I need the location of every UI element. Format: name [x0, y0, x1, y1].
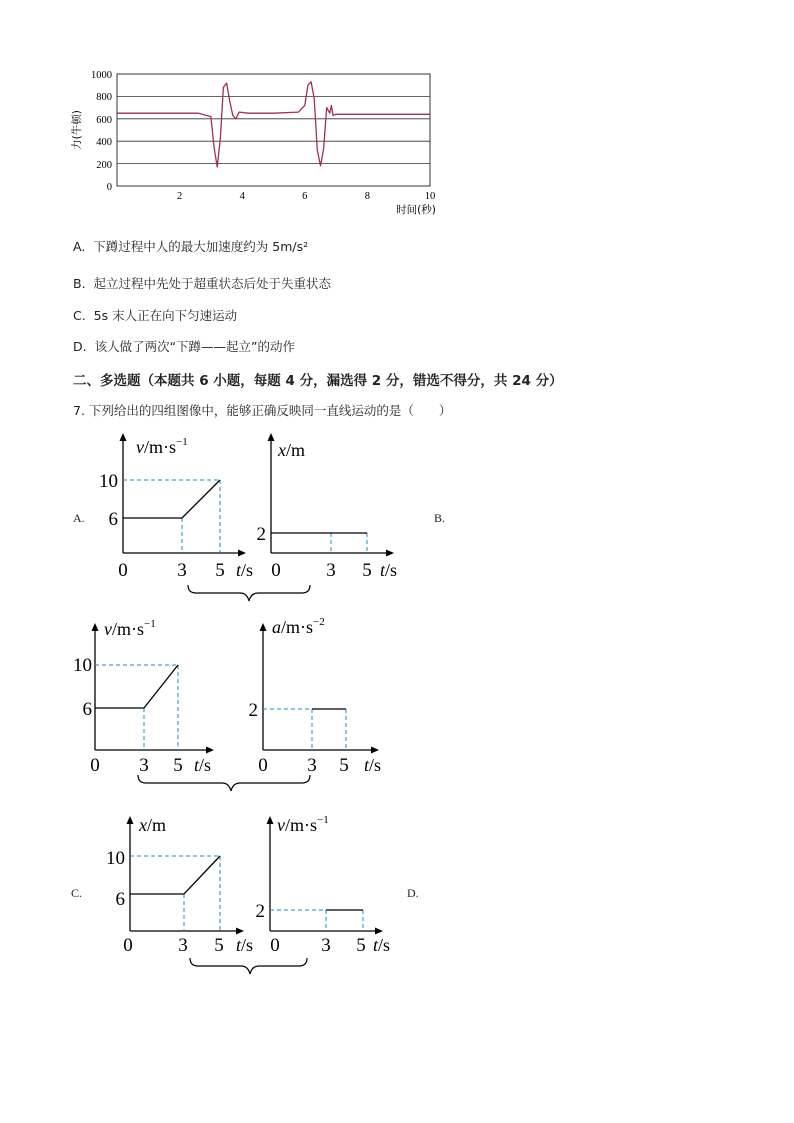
option-text: 该人做了两次“下蹲——起立”的动作 [94, 339, 296, 354]
option-c [73, 308, 237, 324]
tick-label: 6 [108, 509, 118, 530]
x-tick-label: 10 [424, 191, 436, 202]
tick-label: 5 [214, 935, 224, 956]
force-series-line [117, 82, 430, 167]
y-tick-label: 200 [96, 160, 112, 171]
tick-label: 0 [258, 755, 268, 776]
axis-label-x: x/m [139, 815, 167, 835]
option-label: D. [73, 339, 87, 354]
axis-label-t: t/s [364, 755, 382, 775]
tick-label: 6 [115, 889, 125, 910]
tick-label: 3 [177, 560, 187, 581]
y-tick-label: 0 [106, 182, 112, 193]
tick-label: 2 [248, 700, 258, 721]
tick-label: 3 [307, 755, 317, 776]
vt-graph [99, 433, 253, 581]
axis-label-t: t/s [194, 755, 212, 775]
at-graph [249, 616, 382, 776]
axis-label-v: $v/m\cdot s^{-1}$ [277, 814, 329, 835]
axis-label-v: $v/m\cdot s^{-1}$ [104, 618, 156, 639]
tick-label: 3 [321, 935, 331, 956]
graph-line [123, 480, 220, 518]
tick-label: 0 [270, 935, 280, 956]
axis-label-v: $v/m\cdot s^{-1}$ [136, 436, 188, 457]
axis-label-a: $a/m\cdot s^{-2}$ [272, 616, 325, 637]
axis-label-t: t/s [236, 935, 254, 955]
x-axis-title: 时间(秒) [396, 204, 436, 216]
tick-label: 3 [326, 560, 336, 581]
axis-label-t: t/s [380, 560, 398, 580]
graph-pair-b [62, 613, 402, 798]
x-tick-label: 2 [176, 191, 183, 202]
graph-pair-c [93, 806, 413, 986]
vt-graph [256, 814, 391, 956]
axis-label-t: t/s [373, 935, 391, 955]
option-b [73, 276, 331, 292]
option-text: 5s 末人正在向下匀速运动 [93, 308, 238, 323]
tick-label: 0 [271, 560, 281, 581]
brace [188, 585, 310, 601]
x-tick-labels [177, 191, 435, 202]
y-tick-label: 400 [96, 137, 112, 148]
option-text: 起立过程中先处于超重状态后处于失重状态 [93, 276, 332, 291]
tick-label: 5 [215, 560, 225, 581]
option-label: B. [73, 276, 86, 291]
y-axis-title: 力(牛顿) [71, 110, 83, 150]
option-label: C. [73, 308, 86, 323]
option-letter-a: A. [73, 511, 85, 525]
y-tick-label: 600 [96, 115, 112, 126]
y-tick-label: 1000 [91, 70, 112, 81]
graph-pair-a [90, 425, 410, 605]
tick-label: 5 [356, 935, 366, 956]
tick-label: 5 [339, 755, 349, 776]
y-tick-label: 800 [96, 92, 112, 103]
tick-label: 2 [255, 901, 265, 922]
tick-label: 0 [90, 755, 100, 776]
option-letter-c: C. [71, 886, 83, 900]
option-label: A. [73, 239, 86, 254]
y-tick-labels [91, 70, 112, 193]
chart-grid [117, 74, 430, 186]
tick-label: 5 [362, 560, 372, 581]
axis-label-x: x/m [278, 440, 306, 460]
tick-label: 3 [139, 755, 149, 776]
tick-label: 0 [123, 935, 133, 956]
xt-graph [106, 815, 253, 956]
option-letter-d: D. [407, 886, 419, 900]
tick-label: 0 [118, 560, 128, 581]
graph-line [95, 665, 178, 708]
tick-label: 6 [82, 699, 92, 720]
option-a [73, 239, 308, 255]
x-tick-label: 6 [302, 191, 308, 202]
section-title: 二、多选题（本题共 6 小题，每题 4 分，漏选得 2 分，错选不得分，共 24 分） [73, 373, 563, 389]
tick-label: 10 [106, 848, 125, 869]
option-text: 下蹲过程中人的最大加速度约为 5m/s² [93, 239, 309, 254]
tick-label: 2 [256, 524, 266, 545]
option-d [73, 339, 295, 355]
tick-label: 10 [99, 471, 118, 492]
x-tick-label: 8 [364, 191, 371, 202]
graph-line [130, 856, 220, 894]
vt-graph [73, 618, 214, 776]
force-time-chart [60, 62, 460, 222]
brace [190, 958, 307, 974]
tick-label: 3 [178, 935, 188, 956]
tick-label: 10 [73, 655, 92, 676]
option-letter-b: B. [434, 511, 446, 525]
xt-graph [257, 433, 398, 581]
tick-label: 5 [173, 755, 183, 776]
question-7: 7. 下列给出的四组图像中，能够正确反映同一直线运动的是（ ） [73, 403, 452, 418]
x-tick-label: 4 [239, 191, 245, 202]
brace [138, 775, 310, 791]
axis-label-t: t/s [236, 560, 254, 580]
